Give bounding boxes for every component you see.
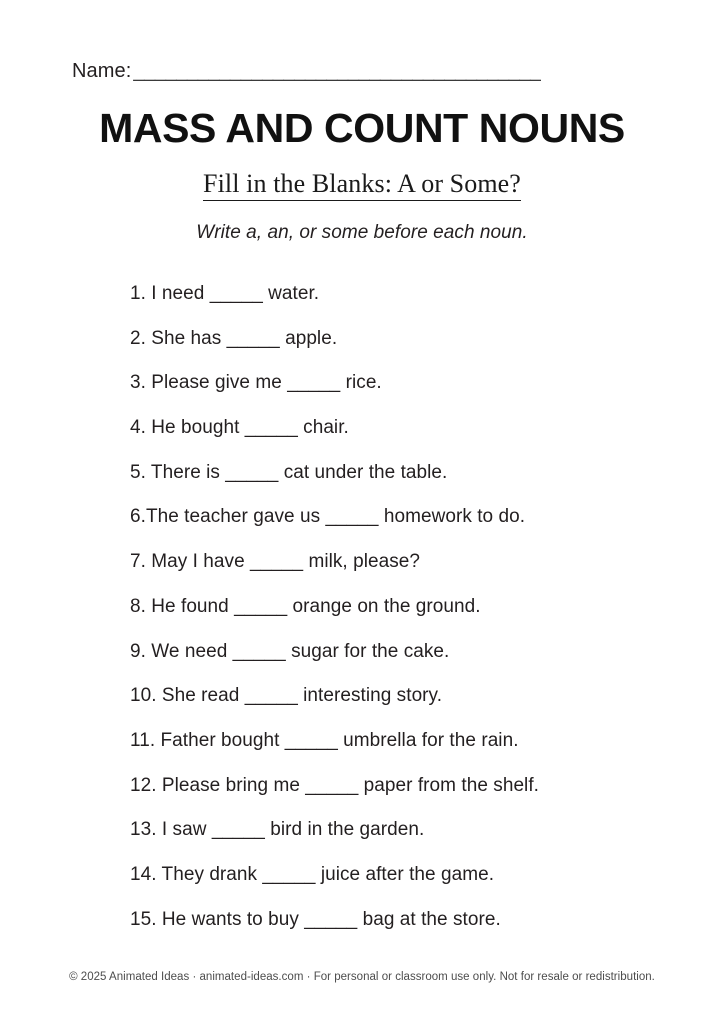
question-item[interactable] [130, 820, 690, 865]
question-item[interactable] [130, 329, 690, 374]
question-text: 6.The teacher gave us _____ homework to do. [130, 506, 526, 528]
page-title: MASS AND COUNT NOUNS [99, 105, 625, 151]
question-item[interactable] [130, 418, 690, 463]
instruction-text: Write a, an, or some before each noun. [196, 222, 528, 243]
question-text: 8. He found _____ orange on the ground. [130, 595, 481, 617]
question-text: 10. She read _____ interesting story. [130, 685, 443, 707]
name-field-label: Name: [72, 60, 132, 82]
question-item[interactable] [130, 597, 690, 642]
question-text: 15. He wants to buy _____ bag at the store. [130, 908, 501, 930]
question-text: 12. Please bring me _____ paper from the shelf. [130, 774, 539, 796]
question-item[interactable] [130, 731, 690, 776]
footer-copyright: © 2025 Animated Ideas · animated-ideas.com · For personal or classroom use only. Not for resale or redistribution. [69, 971, 655, 983]
question-text: 11. Father bought _____ umbrella for the rain. [130, 729, 519, 751]
name-field-row [72, 60, 652, 86]
question-text: 7. May I have _____ milk, please? [130, 551, 420, 573]
question-item[interactable] [130, 463, 690, 508]
question-item[interactable] [130, 865, 690, 910]
question-item[interactable] [130, 686, 690, 731]
question-item[interactable] [130, 284, 690, 329]
question-text: 5. There is _____ cat under the table. [130, 461, 448, 483]
question-item[interactable] [130, 776, 690, 821]
question-list [130, 284, 690, 954]
question-item[interactable] [130, 642, 690, 687]
question-text: 1. I need _____ water. [130, 283, 320, 304]
question-text: 14. They drank _____ juice after the game. [130, 863, 495, 885]
question-text: 13. I saw _____ bird in the garden. [130, 819, 425, 841]
worksheet-subtitle: Fill in the Blanks: A or Some? [203, 168, 521, 201]
question-item[interactable] [130, 552, 690, 597]
question-text: 4. He bought _____ chair. [130, 417, 349, 439]
question-item[interactable] [130, 373, 690, 418]
question-text: 3. Please give me _____ rice. [130, 372, 382, 394]
subtitle-row [0, 168, 724, 201]
question-text: 2. She has _____ apple. [130, 327, 338, 349]
name-field-blank[interactable]: ______________________________________ [133, 60, 541, 82]
question-item[interactable] [130, 507, 690, 552]
question-text: 9. We need _____ sugar for the cake. [130, 640, 450, 662]
question-item[interactable] [130, 910, 690, 955]
